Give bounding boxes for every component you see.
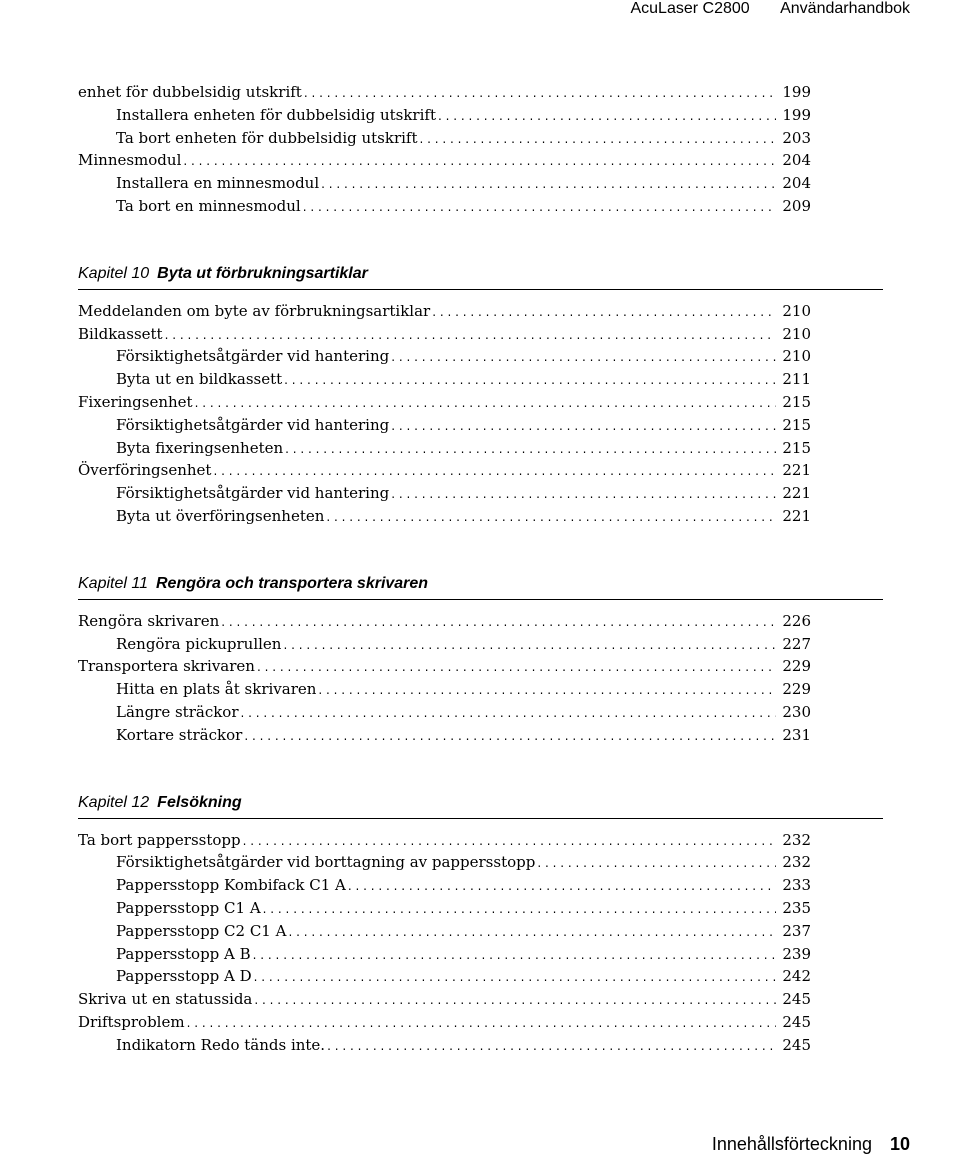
toc-entry-title: Byta fixeringsenheten: [116, 438, 284, 457]
dot-leader: [326, 506, 776, 529]
toc-entry[interactable]: [78, 1034, 811, 1057]
toc-entry[interactable]: [78, 323, 811, 346]
toc-entry[interactable]: [78, 874, 811, 897]
toc-entry[interactable]: [78, 655, 811, 678]
toc-entry-title: Fixeringsenhet: [78, 392, 193, 411]
dot-leader: [391, 415, 776, 438]
dot-leader: [348, 875, 776, 898]
toc-entry[interactable]: [78, 104, 811, 127]
toc-entry[interactable]: [78, 172, 811, 195]
chapter-number: Kapitel 12: [78, 793, 150, 811]
toc-entry-page: 215: [782, 392, 811, 411]
toc-entry-page: 245: [782, 1012, 811, 1031]
toc-entry-title: Pappersstopp A D: [116, 967, 252, 986]
dot-leader: [263, 898, 777, 921]
toc-entry-page: 204: [782, 151, 811, 170]
toc-entry-page: 245: [782, 990, 811, 1009]
toc-entry-title: Installera enheten för dubbelsidig utskrift: [116, 105, 436, 124]
toc-entry-title: Pappersstopp A B: [116, 944, 251, 963]
toc-entry-page: 221: [782, 506, 811, 525]
toc-entry-title: Bildkassett: [78, 324, 163, 343]
toc-entry-title: Ta bort pappersstopp: [78, 830, 241, 849]
chapter-title: Byta ut förbrukningsartiklar: [157, 264, 368, 282]
toc-entry-title: Ta bort en minnesmodul: [116, 196, 301, 215]
toc-entry-page: 210: [782, 324, 811, 343]
toc-entry[interactable]: [78, 610, 811, 633]
toc-entry[interactable]: [78, 459, 811, 482]
toc-entry[interactable]: [78, 851, 811, 874]
toc-entry-page: 215: [782, 438, 811, 457]
dot-leader: [321, 173, 776, 196]
toc-entry-page: 226: [782, 611, 811, 630]
toc-entry[interactable]: [78, 345, 811, 368]
dot-leader: [420, 128, 777, 151]
toc-entry[interactable]: [78, 920, 811, 943]
toc-entry-title: Byta ut en bildkassett: [116, 370, 283, 389]
toc-entry-page: 210: [782, 347, 811, 366]
toc-entry[interactable]: [78, 437, 811, 460]
dot-leader: [327, 1035, 776, 1058]
footer-section: Innehållsförteckning: [711, 1134, 872, 1154]
dot-leader: [241, 702, 777, 725]
toc-entry-page: 211: [782, 370, 811, 389]
toc-entry-title: Överföringsenhet: [78, 461, 212, 480]
toc-entry-page: 221: [782, 461, 811, 480]
toc-entry-title: Försiktighetsåtgärder vid borttagning av pappersstopp: [116, 853, 536, 872]
toc-entry-title: Pappersstopp Kombifack C1 A: [116, 876, 346, 895]
dot-leader: [187, 1012, 777, 1035]
toc-entry[interactable]: [78, 505, 811, 528]
toc-entry[interactable]: [78, 127, 811, 150]
dot-leader: [284, 369, 776, 392]
page-number: 10: [889, 1134, 910, 1154]
dot-leader: [438, 105, 776, 128]
toc-entry-page: 239: [782, 944, 811, 963]
dot-leader: [221, 611, 776, 634]
toc-entry-page: 233: [782, 876, 811, 895]
toc-entry[interactable]: [78, 391, 811, 414]
toc-entry[interactable]: [78, 195, 811, 218]
toc-entry-title: Försiktighetsåtgärder vid hantering: [116, 347, 390, 366]
dot-leader: [195, 392, 777, 415]
dot-leader: [243, 830, 777, 853]
toc-entry-page: 231: [782, 725, 811, 744]
dot-leader: [288, 921, 776, 944]
toc-entry-title: Installera en minnesmodul: [116, 174, 320, 193]
toc-entry[interactable]: [78, 701, 811, 724]
toc-entry-page: 203: [782, 128, 811, 147]
guide-name: Användarhandbok: [780, 0, 910, 17]
toc-entry-title: Längre sträckor: [116, 702, 239, 721]
toc-entry[interactable]: [78, 988, 811, 1011]
toc-entry[interactable]: [78, 300, 811, 323]
running-header: [604, 0, 910, 22]
toc-entry-page: 237: [782, 921, 811, 940]
toc-entry-title: Skriva ut en statussida: [78, 990, 253, 1009]
toc-entry[interactable]: [78, 414, 811, 437]
dot-leader: [303, 196, 777, 219]
dot-leader: [244, 725, 776, 748]
dot-leader: [283, 634, 776, 657]
toc-entry-title: Indikatorn Redo tänds inte.: [116, 1035, 326, 1054]
toc-entry[interactable]: [78, 81, 811, 104]
toc-entry-page: 199: [782, 105, 811, 124]
toc-entry[interactable]: [78, 633, 811, 656]
toc-entry-title: Försiktighetsåtgärder vid hantering: [116, 484, 390, 503]
toc-entry-title: Försiktighetsåtgärder vid hantering: [116, 415, 390, 434]
toc-entry[interactable]: [78, 678, 811, 701]
toc-entry-title: Ta bort enheten för dubbelsidig utskrift: [116, 128, 418, 147]
toc-entry-title: Pappersstopp C1 A: [116, 898, 261, 917]
toc-entry-title: Byta ut överföringsenheten: [116, 506, 325, 525]
toc-entry[interactable]: [78, 1011, 811, 1034]
chapter-number: Kapitel 10: [78, 264, 150, 282]
toc-entry[interactable]: [78, 724, 811, 747]
dot-leader: [537, 852, 776, 875]
running-footer: [712, 1134, 910, 1155]
toc-entry-page: 210: [782, 301, 811, 320]
dot-leader: [254, 966, 777, 989]
chapter-heading[interactable]: [78, 794, 883, 819]
toc-entry-title: Kortare sträckor: [116, 725, 243, 744]
toc-entry-page: 215: [782, 415, 811, 434]
toc-entry-page: 209: [782, 196, 811, 215]
toc-entry-page: 245: [782, 1035, 811, 1054]
chapter-number: Kapitel 11: [78, 574, 148, 592]
dot-leader: [253, 944, 777, 967]
toc-entry[interactable]: [78, 482, 811, 505]
toc-entry-title: Transportera skrivaren: [78, 657, 255, 676]
toc-entry-page: 227: [782, 634, 811, 653]
toc-entry-page: 221: [782, 484, 811, 503]
toc-entry-title: Hitta en plats åt skrivaren: [116, 680, 317, 699]
toc-entry-page: 204: [782, 174, 811, 193]
toc-entry[interactable]: [78, 897, 811, 920]
product-name: AcuLaser C2800: [630, 0, 750, 17]
toc-entry-title: Pappersstopp C2 C1 A: [116, 921, 287, 940]
chapter-title: Rengöra och transportera skrivaren: [155, 574, 429, 592]
chapter-heading[interactable]: [78, 575, 883, 600]
dot-leader: [257, 656, 776, 679]
toc-entry-page: 242: [782, 967, 811, 986]
toc-entry-title: enhet för dubbelsidig utskrift: [78, 83, 302, 101]
dot-leader: [318, 679, 776, 702]
dot-leader: [432, 301, 776, 324]
toc-entry[interactable]: [78, 149, 811, 172]
chapter-heading[interactable]: [78, 265, 883, 290]
toc-entry-title: Driftsproblem: [78, 1012, 185, 1031]
dot-leader: [285, 438, 776, 461]
toc-entry-page: 235: [782, 898, 811, 917]
chapter-title: Felsökning: [157, 793, 242, 811]
toc-entry-title: Rengöra pickuprullen: [116, 634, 282, 653]
dot-leader: [183, 150, 776, 173]
toc-entry-page: 232: [782, 853, 811, 872]
toc-entry[interactable]: [78, 943, 811, 966]
toc-entry-title: Meddelanden om byte av förbrukningsartiklar: [78, 301, 431, 320]
toc-entry[interactable]: [78, 965, 811, 988]
toc-entry-title: Minnesmodul: [78, 151, 182, 170]
dot-leader: [254, 989, 776, 1012]
toc-entry-page: 229: [782, 680, 811, 699]
dot-leader: [165, 324, 777, 347]
toc-entry-page: 232: [782, 830, 811, 849]
toc-entry-page: 229: [782, 657, 811, 676]
dot-leader: [391, 346, 776, 369]
dot-leader: [391, 483, 776, 506]
toc-entry-page: 230: [782, 702, 811, 721]
toc-entry-page: 199: [782, 83, 811, 101]
toc-entry[interactable]: [78, 829, 811, 852]
dot-leader: [213, 460, 776, 483]
toc-entry-title: Rengöra skrivaren: [78, 611, 220, 630]
dot-leader: [304, 82, 777, 105]
table-of-contents: [78, 81, 811, 1057]
toc-entry[interactable]: [78, 368, 811, 391]
